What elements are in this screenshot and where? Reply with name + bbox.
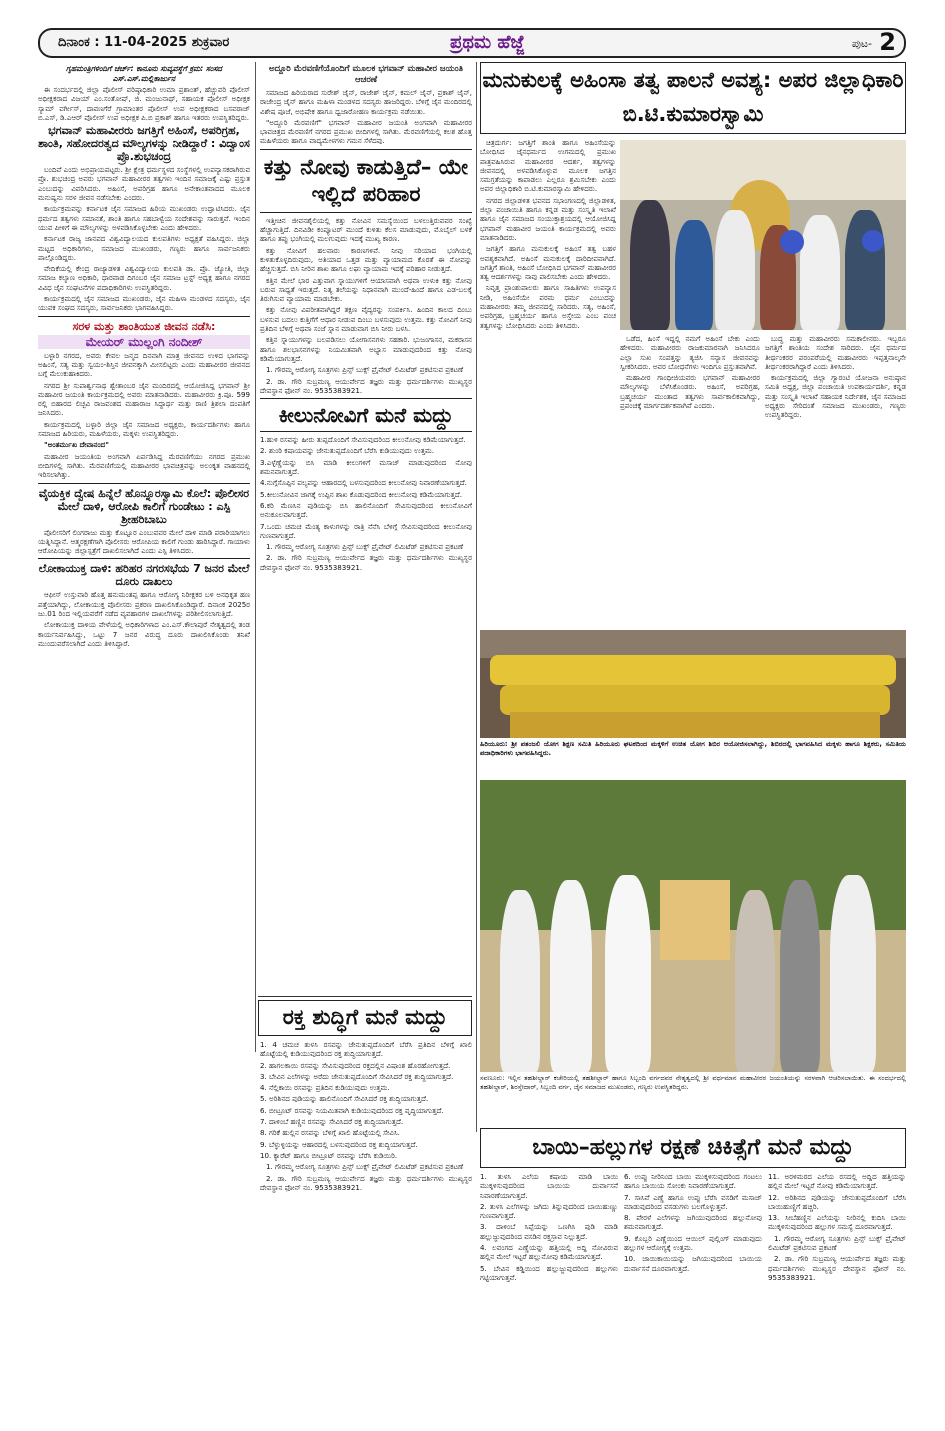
left-column — [38, 62, 250, 1417]
list-item: 3. ಬೇವಿನ ಎಲೆಗಳನ್ನು ಅರೆದು ಜೇನುತುಪ್ಪದೊಂದಿಗೆ ಸೇವಿಸಿದರೆ ರಕ್ತ ಶುದ್ಧಿಯಾಗುತ್ತದೆ. — [260, 1071, 454, 1081]
list-item: 2. ಹಾಗಲಕಾಯಿ ರಸವನ್ನು ಸೇವಿಸುವುದರಿಂದ ರಕ್ತದಲ್ಲಿನ ವಿಷಾಂಶ ಹೊರಹೋಗುತ್ತದೆ. — [260, 1060, 451, 1070]
article-paragraph: ಕತ್ತು ನೋವಿಗೆ ಹಲವಾರು ಕಾರಣಗಳಿವೆ. ನೀವು ಸರಿಯಾದ ಭಂಗಿಯಲ್ಲಿ ಕುಳಿತುಕೊಳ್ಳದಿರುವುದು, ಅತಿಯಾದ ಒತ್ತಡ ಮತ್ತು ವ್ಯಾಯಾಮದ ಕೊರತೆ ಈ ನೋವನ್ನು ಹೆಚ್ಚಿಸುತ್ತದೆ. ಬಿಸಿ ನೀರಿನ ಶಾಖ ಹಾಗೂ ಲಘು ವ್ಯಾಯಾಮ ಇದಕ್ಕೆ ಪರಿಹಾರ ನೀಡುತ್ತದೆ. — [260, 245, 472, 274]
credit-line: 2. ಡಾ. ಗೌರಿ ಸುಬ್ರಮಣ್ಯ ಆಯುರ್ವೇದ ತಜ್ಞರು ಮತ್ತು ಧರ್ಮದರ್ಶಿಗಳು ಮುಖ್ಯಸ್ಥರ ದೇವಸ್ಥಾನ ಫೋನ್ ನಂ. 9535383921. — [260, 1173, 472, 1192]
main-article-column — [480, 138, 616, 620]
article-heading: ಅದ್ದೂರಿ ಮೆರವಣಿಗೆಯೊಂದಿಗೆ ಮೂಲಕ ಭಗವಾನ್ ಮಹಾವೀರ ಜಯಂತಿ ಆಚರಣೆ — [268, 64, 464, 85]
list-item: 7.ಒಂದು ಚಮಚ ಮೆಂತ್ಯ ಕಾಳುಗಳನ್ನು ರಾತ್ರಿ ನೆನೆಸಿ ಬೆಳಿಗ್ಗೆ ಸೇವಿಸುವುದರಿಂದ ಕೀಲುನೋವು ಗುಣವಾಗುತ್ತದೆ. — [260, 521, 472, 540]
list-item: 1. ತುಳಸಿ ಎಲೆಯ ಕಷಾಯ ಮಾಡಿ ಬಾಯಿ ಮುಕ್ಕಳಿಸುವುದರಿಂದ ಬಾಯಿಯ ದುರ್ವಾಸನೆ ನಿವಾರಣೆಯಾಗುತ್ತದೆ. — [480, 1172, 618, 1200]
article-paragraph: ಈ ಸಂದರ್ಭದಲ್ಲಿ ಜಿಲ್ಲಾ ಪೊಲೀಸ್ ವರಿಷ್ಠಾಧಿಕಾರಿ ಉಮಾ ಪ್ರಶಾಂತ್, ಹೆಚ್ಚುವರಿ ಪೊಲೀಸ್ ಅಧೀಕ್ಷಕರಾದ ವಿಜಯ್ ಎಂ.ಸಂತೋಷ್, ಜಿ. ಮಂಜುನಾಥ್, ಸಹಾಯಕ ಪೊಲೀಸ್ ಅಧೀಕ್ಷಕ ಸ್ಯಾಮ್ ವರ್ಗೀಸ್, ದಾವಣಗೆರೆ ಗ್ರಾಮಾಂತರ ಪೊಲೀಸ್ ಉಪ ಅಧೀಕ್ಷಕರಾದ ಬಸವರಾಜ್ ಬಿ.ಎಸ್, ಡಿ.ಎಆರ್ ಪೊಲೀಸ್ ಉಪ ಅಧೀಕ್ಷಕ ಪಿ.ಬಿ ಪ್ರಕಾಶ್ ಹಾಗೂ ಇತರರು ಉಪಸ್ಥಿತರಿದ್ದರು. — [38, 85, 250, 122]
article-paragraph: ಒಡೆದ, ಹಿಂಸೆ ಇದ್ದಲ್ಲಿ ನಮಗೆ ಅಹಿಂಸೆ ಬೇಕು ಎಂದು ಹೇಳಿದರು. ಮಹಾವೀರರು ರಾಜಕುಮಾರನಾಗಿ ಜನಿಸಿದರೂ ಎಲ್ಲಾ ಸುಖ ಸಂಪತ್ತನ್ನು ತ್ಯಜಿಸಿ ಸನ್ಯಾಸ ಜೀವನವನ್ನು ಸ್ವೀಕರಿಸಿದರು. ಅವರ ಬೋಧನೆಗಳು ಇಂದಿಗೂ ಪ್ರಸ್ತುತವಾಗಿವೆ. — [620, 334, 760, 371]
photo-caption: ಹಿರಿಯೂರು: ಶ್ರೀ ಪತಂಜಲಿ ಯೋಗ ಶಿಕ್ಷಣ ಸಮಿತಿ ಹಿರಿಯೂರು ಘಟಕದಿಂದ ಮಕ್ಕಳಿಗೆ ಉಚಿತ ಯೋಗ ಶಿಬಿರ ಆಯೋಜಿಸಲಾಗಿದ್ದು, ಶಿಬಿರದಲ್ಲಿ ಭಾಗವಹಿಸಿದ ಮಕ್ಕಳು ಹಾಗೂ ಶಿಕ್ಷಕರು, ಸಮಿತಿಯ ಪದಾಧಿಕಾರಿಗಳು ಭಾಗವಹಿಸಿದ್ದರು. — [480, 740, 906, 757]
list-item: 1. 4 ಚಮಚ ತುಳಸಿ ರಸವನ್ನು ಜೇನುತುಪ್ಪದೊಂದಿಗೆ ಬೆರೆಸಿ ಪ್ರತಿದಿನ ಬೆಳಿಗ್ಗೆ ಖಾಲಿ ಹೊಟ್ಟೆಯಲ್ಲಿ ಕುಡಿಯುವುದರಿಂದ ರಕ್ತ ಶುದ್ಧಿಯಾಗುತ್ತದೆ. — [260, 1040, 472, 1059]
list-item: 10. ಜಾಯಿಕಾಯಿಯನ್ನು ಜಗಿಯುವುದರಿಂದ ಬಾಯಿಯ ದುರ್ವಾಸನೆ ದೂರವಾಗುತ್ತದೆ. — [624, 1254, 762, 1273]
list-item: 6.ಕರಿ ಮೆಣಸಿನ ಪುಡಿಯನ್ನು ಬಿಸಿ ಹಾಲಿನೊಂದಿಗೆ ಸೇವಿಸುವುದರಿಂದ ಕೀಲುನೋವಿಗೆ ಅನುಕೂಲವಾಗುತ್ತದೆ. — [260, 500, 472, 520]
main-article-column — [765, 334, 906, 624]
photo-caption: ಸವಣೂರು: ಇಲ್ಲಿನ ತಹಶೀಲ್ದಾರ್ ಕಚೇರಿಯಲ್ಲಿ ತಹಶೀಲ್ದಾರ್ ಹಾಗೂ ಸಿಬ್ಬಂದಿ ವರ್ಗದವರ ನೇತೃತ್ವದಲ್ಲಿ ಶ್ರೀ ವರ್ಧಮಾನ ಮಹಾವೀರರ ಜಯಂತಿಯನ್ನು ಸರಳವಾಗಿ ಆಚರಿಸಲಾಯಿತು. ಈ ಸಂದರ್ಭದಲ್ಲಿ ತಹಶೀಲ್ದಾರ್, ಶಿರಸ್ತೇದಾರ್, ಸಿಬ್ಬಂದಿ ವರ್ಗ, ಜೈನ ಸಮಾಜದ ಮುಖಂಡರು, ಗಣ್ಯರು ಉಪಸ್ಥಿತರಿದ್ದರು. — [480, 1074, 906, 1091]
newspaper-title: ಪ್ರಥಮ ಹೆಜ್ಜೆ — [450, 32, 525, 53]
article-paragraph: ನಗರದ ಶ್ರೀ ಸುಪಾರ್ಶ್ವನಾಥ ಶ್ವೇತಾಂಬರ ಜೈನ ಮಂದಿರದಲ್ಲಿ ಆಯೋಜಿಸಿದ್ದ ಭಗವಾನ್ ಶ್ರೀ ಮಹಾವೀರ ಜಯಂತಿ ಕಾರ್ಯಕ್ರಮದಲ್ಲಿ ಅವರು ಮಾತನಾಡಿದರು. ಮಹಾವೀರರು ಕ್ರಿ.ಪೂ. 599 ರಲ್ಲಿ ಬಿಹಾರದ ಲಿಚ್ಛವಿ ರಾಜವಂಶದ ಮಹಾರಾಜ ಸಿದ್ಧಾರ್ಥ ಮತ್ತು ರಾಣಿ ತ್ರಿಶಲಾ ದಂಪತಿಗೆ ಜನಿಸಿದರು. — [38, 380, 250, 418]
list-item: 4.ನುಗ್ಗೆಸೊಪ್ಪಿನ ಪಲ್ಯವನ್ನು ಆಹಾರದಲ್ಲಿ ಬಳಸುವುದರಿಂದ ಕೀಲುನೋವು ನಿವಾರಣೆಯಾಗುತ್ತದೆ. — [260, 478, 467, 488]
issue-date: ದಿನಾಂಕ : 11-04-2025 ಶುಕ್ರವಾರ — [58, 35, 230, 50]
list-item: 5. ಅರಿಶಿನದ ಪುಡಿಯನ್ನು ಹಾಲಿನೊಂದಿಗೆ ಸೇವಿಸಿದರೆ ರಕ್ತ ಶುದ್ಧಿಯಾಗುತ್ತದೆ. — [260, 1094, 429, 1104]
article-paragraph: ಲೋಕಾಯುಕ್ತ ದಾಳಿಯ ವೇಳೆಯಲ್ಲಿ ಅಧಿಕಾರಿಗಳಾದ ಎಂ.ಎಸ್.ಕೌಲಾಪುರೆ ನೇತೃತ್ವದಲ್ಲಿ ತಂಡ ಕಾರ್ಯನಿರ್ವಹಿಸಿದ್ದು, ಒಟ್ಟು 7 ಜನರ ವಿರುದ್ಧ ದೂರು ದಾಖಲಿಸಿಕೊಂಡು ತನಿಖೆ ಮುಂದುವರೆಸಲಾಗಿದೆ ಎಂದು ತಿಳಿಸಿದ್ದಾರೆ. — [38, 620, 250, 648]
tahsildar-office-photo — [480, 780, 906, 1072]
list-item: 5.ಕೀಲುನೋವಿನ ಜಾಗಕ್ಕೆ ಉಪ್ಪಿನ ಶಾಖ ಕೊಡುವುದರಿಂದ ಕೀಲುನೋವು ಕಡಿಮೆಯಾಗುತ್ತದೆ. — [260, 489, 463, 499]
remedy-list — [260, 435, 472, 540]
pull-quote: "ಅಂತರ್ಮುಖ ದೇವಾನಂದ" — [44, 440, 109, 450]
article-paragraph: ಕಾರ್ಯಕ್ರಮದಲ್ಲಿ ಜೈನ ಸಮಾಜದ ಮುಖಂಡರು, ಜೈನ ಮಹಿಳಾ ಮಂಡಳದ ಸದಸ್ಯರು, ಜೈನ ಯುವಕ ಸಂಘದ ಸದಸ್ಯರು, ಸಾರ್ವಜನಿಕರು ಭಾಗವಹಿಸಿದ್ದರು. — [38, 294, 250, 313]
list-item: 3. ದಾಳಿಂಬೆ ಸಿಪ್ಪೆಯನ್ನು ಒಣಗಿಸಿ ಪುಡಿ ಮಾಡಿ ಹಲ್ಲುಜ್ಜುವುದರಿಂದ ವಸಡಿನ ರಕ್ತಸ್ರಾವ ನಿಲ್ಲುತ್ತದೆ. — [480, 1222, 618, 1241]
page-label: ಪುಟ- — [851, 37, 872, 50]
list-item: 6. ಉಪ್ಪು ನೀರಿನಿಂದ ಬಾಯಿ ಮುಕ್ಕಳಿಸುವುದರಿಂದ ಗಂಟಲು ಹಾಗೂ ಬಾಯಿಯ ಸೋಂಕು ನಿವಾರಣೆಯಾಗುತ್ತದೆ. — [624, 1172, 762, 1191]
credit-line: 1. ಗೌರಮ್ಮ ಆರೋಗ್ಯ ಸೂತ್ರಗಳು ಪ್ರಿನ್ಸ್ ಬುಕ್ಸ್ ಪ್ರೈವೇಟ್ ಲಿಮಿಟೆಡ್ ಪ್ರಕಟಿಸುವ ಪ್ರಕಟಣೆ — [266, 1162, 464, 1172]
remedy-column — [260, 1040, 472, 1415]
column-divider — [476, 62, 477, 1132]
article-paragraph: ಆಫೀಸ್ ಉಸ್ತುವಾರಿ ಹೊತ್ತ ಹನುಮಂತಪ್ಪ ಹಾಗೂ ಆರೋಗ್ಯ ನಿರೀಕ್ಷಕರ ಬಳಿ ಅನಧಿಕೃತ ಹಣ ಪತ್ತೆಯಾಗಿದ್ದು, ಲೋಕಾಯುಕ್ತ ಪೊಲೀಸರು ಪ್ರಕರಣ ದಾಖಲಿಸಿಕೊಂಡಿದ್ದಾರೆ. ದಿನಾಂಕ 2025ರ ಜು.01 ರಿಂದ ಇಲ್ಲಿಯವರೆಗೆ ನಡೆದ ವ್ಯವಹಾರಗಳ ದಾಖಲೆಗಳನ್ನು ಪರಿಶೀಲಿಸಲಾಗುತ್ತಿದೆ. — [38, 590, 250, 618]
article-paragraph: ಬಂದಿವೆ ಎಂದು ಅಭಿಪ್ರಾಯಪಟ್ಟರು. ಶ್ರೀ ಕ್ಷೇತ್ರ ಧರ್ಮಸ್ಥಳದ ಸಂಸ್ಥೆಗಳಲ್ಲಿ ಉಪನ್ಯಾಸಕರಾಗಿರುವ ಪ್ರೊ. ಶುಭಚಂದ್ರ ಅವರು ಭಗವಾನ್ ಮಹಾವೀರರ ತತ್ವಗಳು ಇಂದಿನ ಸಮಾಜಕ್ಕೆ ಎಷ್ಟು ಪ್ರಸ್ತುತ ಎಂಬುದನ್ನು ವಿವರಿಸಿದರು. ಅಹಿಂಸೆ, ಅಪರಿಗ್ರಹ ಹಾಗೂ ಅನೇಕಾಂತವಾದದ ಮೂಲಕ ಮನುಷ್ಯನು ಸರಳ ಜೀವನ ನಡೆಸಬೇಕು ಎಂದರು. — [38, 165, 250, 203]
remedy-list — [768, 1172, 906, 1232]
column-divider — [255, 62, 256, 1052]
article-heading: ಗೃಹಮಂತ್ರಿಗಳಿಂದಿಗೆ ಚರ್ಚ್: ಕಾನೂನು ಸುವ್ಯವಸ್ಥೆಗೆ ಕ್ರಮ: ಸಂಸದ ಎಸ್.ಎಸ್.ಮಲ್ಲಿಕಾರ್ಜುನ — [65, 64, 223, 83]
list-item: 2. ತುಳಸಿ ಎಲೆಗಳನ್ನು ಜಗಿದು ತಿನ್ನುವುದರಿಂದ ಬಾಯಿಹುಣ್ಣು ಗುಣವಾಗುತ್ತದೆ. — [480, 1201, 618, 1221]
remedy-list — [260, 1040, 472, 1160]
article-heading: ಕತ್ತು ನೋವು ಕಾಡುತ್ತಿದೆ– ಯೇ ಇಲ್ಲಿದೆ ಪರಿಹಾರ — [263, 154, 469, 206]
list-item: 3.ಎಳ್ಳೆಣ್ಣೆಯನ್ನು ಬಿಸಿ ಮಾಡಿ ಕೀಲುಗಳಿಗೆ ಮಸಾಜ್ ಮಾಡುವುದರಿಂದ ನೋವು ಶಮನವಾಗುತ್ತದೆ. — [260, 457, 472, 477]
article-paragraph: ನಿವೃತ್ತ ಪ್ರಾಂಶುಪಾಲರು ಹಾಗೂ ಸಾಹಿತಿಗಳು ಉಪನ್ಯಾಸ ನೀಡಿ, ಅಹಿಂಸೆಯೇ ಪರಮ ಧರ್ಮ ಎಂಬುದನ್ನು ಮಹಾವೀರರು ತಮ್ಮ ಜೀವನದಲ್ಲಿ ಸಾರಿದರು. ಸತ್ಯ, ಅಹಿಂಸೆ, ಅಪರಿಗ್ರಹ, ಬ್ರಹ್ಮಚರ್ಯ ಹಾಗೂ ಅಸ್ತೇಯ ಎಂಬ ಪಂಚ ತತ್ವಗಳನ್ನು ಬೋಧಿಸಿದರು ಎಂದು ತಿಳಿಸಿದರು. — [480, 283, 616, 330]
main-headline: ಮನುಕುಲಕ್ಕೆ ಅಹಿಂಸಾ ತತ್ವ ಪಾಲನೆ ಅವಶ್ಯ: ಅಪರ ಜಿಲ್ಲಾಧಿಕಾರಿ ಬಿ.ಟಿ.ಕುಮಾರಸ್ವಾಮಿ — [480, 62, 906, 134]
list-item: 9. ಬೆಳ್ಳುಳ್ಳಿಯನ್ನು ಆಹಾರದಲ್ಲಿ ಬಳಸುವುದರಿಂದ ರಕ್ತ ಶುದ್ಧಿಯಾಗುತ್ತದೆ. — [260, 1139, 418, 1149]
article-paragraph: ಕತ್ತಿನ ಸ್ನಾಯುಗಳನ್ನು ಬಲಪಡಿಸಲು ಯೋಗಾಸನಗಳು ಸಹಕಾರಿ. ಭುಜಂಗಾಸನ, ಮಕರಾಸನ ಹಾಗೂ ಶಲಭಾಸನಗಳನ್ನು ನಿಯಮಿತವಾಗಿ ಅಭ್ಯಾಸ ಮಾಡುವುದರಿಂದ ಕತ್ತು ನೋವು ಕಡಿಮೆಯಾಗುತ್ತದೆ. — [260, 335, 472, 363]
article-paragraph: ಬಳ್ಳಾರಿ ನಗರದ, ಅವರು ಕೇವಲ ಜನ್ಮದ ದಿನವಾಗಿ ಮಾತ್ರ ಜೀವನದ ಉಳಿದ ಭಾಗವನ್ನು ಅಹಿಂಸೆ, ಸತ್ಯ ಮತ್ತು ಸ್ವಯಂ-ಶಿಸ್ತಿನ ಜೀವನಕ್ಕಾಗಿ ಮೀಸಲಿಟ್ಟರು ಎಂದು ಮಹಾವೀರರ ಜೀವನದ ಬಗ್ಗೆ ಮೆಲುಕುಹಾಕಿದರು. — [38, 350, 250, 379]
remedy-column — [624, 1172, 762, 1417]
article-paragraph: ಸಮಾಜದ ಹಿರಿಯರಾದ ಸುರೇಶ್ ಜೈನ್, ರಾಜೇಶ್ ಜೈನ್, ಕಮಲ್ ಜೈನ್, ಪ್ರಕಾಶ್ ಜೈನ್, ರಾಜೇಂದ್ರ ಜೈನ್ ಹಾಗೂ ಮಹಿಳಾ ಮಂಡಳದ ಸದಸ್ಯರು ಹಾಜರಿದ್ದರು. ಬೆಳಿಗ್ಗೆ ಜೈನ ಮಂದಿರದಲ್ಲಿ ವಿಶೇಷ ಪೂಜೆ, ಅಭಿಷೇಕ ಹಾಗೂ ಧ್ವಜಾರೋಹಣ ಕಾರ್ಯಕ್ರಮ ನಡೆಯಿತು. — [260, 88, 472, 116]
article-paragraph: ಮಹಾವೀರ ಜಯಂತಿಯ ಅಂಗವಾಗಿ ಏರ್ಪಡಿಸಿದ್ದ ಮೆರವಣಿಗೆಯು ನಗರದ ಪ್ರಮುಖ ಬೀದಿಗಳಲ್ಲಿ ಸಾಗಿತು. ಮೆರವಣಿಗೆಯಲ್ಲಿ ಮಹಾವೀರರ ಭಾವಚಿತ್ರವನ್ನು ಅಲಂಕೃತ ವಾಹನದಲ್ಲಿ ಇರಿಸಲಾಗಿತ್ತು. — [38, 451, 250, 480]
credit-line: 2. ಡಾ. ಗೌರಿ ಸುಬ್ರಮಣ್ಯ ಆಯುರ್ವೇದ ತಜ್ಞರು ಮತ್ತು ಧರ್ಮದರ್ಶಿಗಳು ಮುಖ್ಯಸ್ಥರ ದೇವಸ್ಥಾನ ಫೋನ್ ನಂ. 9535383921. — [260, 376, 472, 395]
list-item: 1.ಹುಳಿ ರಸವನ್ನು ಹೀರು ತುಪ್ಪದೊಂದಿಗೆ ಸೇವಿಸುವುದರಿಂದ ಕೀಲುನೋವು ಕಡಿಮೆಯಾಗುತ್ತದೆ. — [260, 435, 466, 445]
article-heading: ಸರಳ ಮತ್ತು ಶಾಂತಿಯುತ ಜೀವನ ನಡೆಸಿ: — [72, 319, 216, 333]
list-item: 12. ಅರಿಶಿನದ ಪುಡಿಯನ್ನು ಜೇನುತುಪ್ಪದೊಂದಿಗೆ ಬೆರೆಸಿ ಬಾಯಿಹುಣ್ಣಿಗೆ ಹಚ್ಚಿರಿ. — [768, 1192, 906, 1211]
article-paragraph: ಜಗತ್ತಿಗೆ ಹಾಗೂ ಮನುಕುಲಕ್ಕೆ ಅಹಿಂಸೆ ತತ್ವ ಬಹಳ ಅವಶ್ಯಕವಾಗಿದೆ. ಅಹಿಂಸೆ ಮನುಕುಲಕ್ಕೆ ದಾರಿದೀಪವಾಗಿದೆ. ಜಗತ್ತಿಗೆ ಶಾಂತಿ, ಅಹಿಂಸೆ ಬೋಧಿಸಿದ ಭಗವಾನ್ ಮಹಾವೀರರ ತತ್ವ ಆದರ್ಶಗಳನ್ನು ನಾವು ಪಾಲಿಸಬೇಕು ಎಂದು ಹೇಳಿದರು. — [480, 244, 616, 282]
article-heading: ರಕ್ತ ಶುದ್ಧಿಗೆ ಮನೆ ಮದ್ದು — [258, 1000, 472, 1036]
list-item: 10. ಕ್ಯಾರೆಟ್ ಹಾಗೂ ಬೀಟ್ರೂಟ್ ರಸವನ್ನು ಬೆರೆಸಿ ಕುಡಿಯಿರಿ. — [260, 1150, 398, 1160]
article-heading: ಲೋಕಾಯುಕ್ತ ದಾಳಿ: ಹರಿಹರ ನಗರಸಭೆಯ 7 ಜನರ ಮೇಲೆ ದೂರು ದಾಖಲು — [38, 562, 250, 589]
article-heading: ಕೀಲುನೋವಿಗೆ ಮನೆ ಮದ್ದು — [278, 403, 454, 428]
remedy-column — [768, 1172, 906, 1417]
list-item: 7. ಸಾಸಿವೆ ಎಣ್ಣೆ ಹಾಗೂ ಉಪ್ಪು ಬೆರೆಸಿ ವಸಡಿಗೆ ಮಸಾಜ್ ಮಾಡುವುದರಿಂದ ವಸಡುಗಳು ಬಲಗೊಳ್ಳುತ್ತವೆ. — [624, 1192, 762, 1211]
article-paragraph: "ಅದ್ದೂರಿ ಮೆರವಣಿಗೆ" ಭಗವಾನ್ ಮಹಾವೀರ ಜಯಂತಿ ಅಂಗವಾಗಿ ಮಹಾವೀರರ ಭಾವಚಿತ್ರದ ಮೆರವಣಿಗೆ ನಗರದ ಪ್ರಮುಖ ಬೀದಿಗಳಲ್ಲಿ ಸಾಗಿತು. ಮೆರವಣಿಗೆಯಲ್ಲಿ ಕಲಶ ಹೊತ್ತ ಮಹಿಳೆಯರು ಹಾಗೂ ವಾದ್ಯಮೇಳಗಳು ಗಮನ ಸೆಳೆದವು. — [260, 117, 472, 146]
article-paragraph: ಕತ್ತಿನ ಮೇಲೆ ಭಾರ ಎತ್ತುವಾಗ ಸ್ನಾಯುಗಳಿಗೆ ಆಯಾಸವಾಗಿ ಅಥವಾ ಉಳುಕಿ ಕತ್ತು ನೋವು ಬರುವ ಸಾಧ್ಯತೆ ಇರುತ್ತದೆ. ನಿತ್ಯ ತಲೆಯನ್ನು ನಿಧಾನವಾಗಿ ಮುಂದೆ-ಹಿಂದೆ ಹಾಗೂ ಎಡ-ಬಲಕ್ಕೆ ತಿರುಗಿಸುವ ವ್ಯಾಯಾಮ ಮಾಡಬೇಕು. — [260, 275, 472, 304]
page-header — [38, 28, 906, 58]
article-paragraph: ಬುದ್ಧ ಮತ್ತು ಮಹಾವೀರರು ಸಮಕಾಲೀನರು. ಇಬ್ಬರೂ ಜಗತ್ತಿಗೆ ಶಾಂತಿಯ ಸಂದೇಶ ಸಾರಿದರು. ಜೈನ ಧರ್ಮದ ತೀರ್ಥಂಕರರ ಪರಂಪರೆಯಲ್ಲಿ ಮಹಾವೀರರು ಇಪ್ಪತ್ತನಾಲ್ಕನೇ ತೀರ್ಥಂಕರರಾಗಿದ್ದಾರೆ ಎಂದು ತಿಳಿಸಿದರು. — [765, 334, 906, 371]
credit-line: 1. ಗೌರಮ್ಮ ಆರೋಗ್ಯ ಸೂತ್ರಗಳು ಪ್ರಿನ್ಸ್ ಬುಕ್ಸ್ ಪ್ರೈವೇಟ್ ಲಿಮಿಟೆಡ್ ಪ್ರಕಟಿಸುವ ಪ್ರಕಟಣೆ — [266, 542, 464, 552]
list-item: 7. ದಾಳಿಂಬೆ ಹಣ್ಣಿನ ರಸವನ್ನು ಸೇವಿಸಿದರೆ ರಕ್ತ ಶುದ್ಧಿಯಾಗುತ್ತದೆ. — [260, 1117, 404, 1127]
list-item: 9. ಕೊಬ್ಬರಿ ಎಣ್ಣೆಯಿಂದ ಆಯಿಲ್ ಪುಲ್ಲಿಂಗ್ ಮಾಡುವುದು ಹಲ್ಲುಗಳ ಆರೋಗ್ಯಕ್ಕೆ ಉತ್ತಮ. — [624, 1233, 762, 1253]
credit-line: 2. ಡಾ. ಗೌರಿ ಸುಬ್ರಮಣ್ಯ ಆಯುರ್ವೇದ ತಜ್ಞರು ಮತ್ತು ಧರ್ಮದರ್ಶಿಗಳು ಮುಖ್ಯಸ್ಥರ ದೇವಸ್ಥಾನ ಫೋನ್ ನಂ. 9535383921. — [260, 553, 472, 572]
article-paragraph: ಚಿತ್ರದುರ್ಗ: ಜಗತ್ತಿಗೆ ಶಾಂತಿ ಹಾಗೂ ಅಹಿಂಸೆಯನ್ನು ಬೋಧಿಸಿದ ಜೈನಧರ್ಮದ ಉಗಮದಲ್ಲಿ ಪ್ರಮುಖ ಪಾತ್ರವಹಿಸಿರುವ ಮಹಾವೀರರ ಆದರ್ಶ, ತತ್ವಗಳನ್ನು ಜೀವನದಲ್ಲಿ ಅಳವಡಿಸಿಕೊಳ್ಳುವ ಮೂಲಕ ಜಗತ್ತಿನ ಸಮಗ್ರತೆಯನ್ನು ಕಾಪಾಡಲು ಎಲ್ಲರೂ ಶ್ರಮಿಸಬೇಕು ಎಂದು ಅಪರ ಜಿಲ್ಲಾಧಿಕಾರಿ ಬಿ.ಟಿ.ಕುಮಾರಸ್ವಾಮಿ ಹೇಳಿದರು. — [480, 138, 616, 194]
article-heading: ಭಗವಾನ್ ಮಹಾವೀರರು ಜಗತ್ತಿಗೆ ಅಹಿಂಸೆ, ಅಪರಿಗ್ರಹ, ಶಾಂತಿ, ಸಹೋದರತ್ವದ ಮೌಲ್ಯಗಳನ್ನು ನೀಡಿದ್ದಾರೆ : ವಿದ್ವಾಂಸ ಪ್ರೊ.ಶುಭಚಂದ್ರ — [38, 124, 250, 164]
article-paragraph: ಮಹಾವೀರ ಗಾಂಧೀಜಿಯವರು ಭಗವಾನ್ ಮಹಾವೀರರ ಮೌಲ್ಯಗಳನ್ನು ಬೆಳೆಸಿಕೊಂಡರು. ಅಹಿಂಸೆ, ಅಪರಿಗ್ರಹ, ಬ್ರಹ್ಮಚರ್ಯ ಮುಂತಾದ ತತ್ವಗಳು ಸಾರ್ವಕಾಲಿಕವಾಗಿದ್ದು, ಪ್ರಪಂಚಕ್ಕೆ ಮಾರ್ಗದರ್ಶಕವಾಗಿವೆ ಎಂದರು. — [620, 373, 760, 411]
list-item: 2. ಶುಂಠಿ ಕಷಾಯವನ್ನು ಜೇನುತುಪ್ಪದೊಂದಿಗೆ ಬೆರೆಸಿ ಕುಡಿಯುವುದು ಉತ್ತಮ. — [260, 446, 435, 456]
article-paragraph: ಕಾರ್ಯಕ್ರಮವನ್ನು ಕರ್ನಾಟಕ ಜೈನ ಸಮಾಜದ ಹಿರಿಯ ಮುಖಂಡರು ಉದ್ಘಾಟಿಸಿದರು. ಜೈನ ಧರ್ಮದ ತತ್ವಗಳು ಸಮಾನತೆ, ಶಾಂತಿ ಹಾಗೂ ಸಹಬಾಳ್ವೆಯ ಸಂದೇಶವನ್ನು ಸಾರುತ್ತವೆ. ಇಂದಿನ ಯುವ ಪೀಳಿಗೆ ಈ ಮೌಲ್ಯಗಳನ್ನು ಅಳವಡಿಸಿಕೊಳ್ಳಬೇಕು ಎಂದು ಹೇಳಿದರು. — [38, 204, 250, 232]
list-item: 5. ಬೇವಿನ ಕಡ್ಡಿಯಿಂದ ಹಲ್ಲುಜ್ಜುವುದರಿಂದ ಹಲ್ಲುಗಳು ಗಟ್ಟಿಯಾಗುತ್ತವೆ. — [480, 1263, 618, 1282]
list-item: 11. ಅರಳಿಮರದ ಎಲೆಯ ರಸದಲ್ಲಿ ಅದ್ದಿದ ಹತ್ತಿಯನ್ನು ಹಲ್ಲಿನ ಮೇಲೆ ಇಟ್ಟರೆ ನೋವು ಕಡಿಮೆಯಾಗುತ್ತದೆ. — [768, 1172, 906, 1191]
article-paragraph: ಕಾರ್ಯಕ್ರಮದಲ್ಲಿ ಜಿಲ್ಲಾ ಗ್ಯಾರಂಟಿ ಯೋಜನಾ ಅನುಷ್ಠಾನ ಸಮಿತಿ ಅಧ್ಯಕ್ಷ, ಜಿಲ್ಲಾ ಪಂಚಾಯಿತಿ ಉಪಕಾರ್ಯದರ್ಶಿ, ಕನ್ನಡ ಮತ್ತು ಸಂಸ್ಕೃತಿ ಇಲಾಖೆ ಸಹಾಯಕ ನಿರ್ದೇಶಕ, ಜೈನ ಸಮಾಜದ ಅಧ್ಯಕ್ಷರು ಸೇರಿದಂತೆ ಸಮಾಜದ ಮುಖಂಡರು, ಗಣ್ಯರು ಉಪಸ್ಥಿತರಿದ್ದರು. — [765, 373, 906, 420]
article-paragraph: ಕಾರ್ಯಕ್ರಮದಲ್ಲಿ ಬಳ್ಳಾರಿ ಜಿಲ್ಲಾ ಜೈನ ಸಮಾಜದ ಅಧ್ಯಕ್ಷರು, ಕಾರ್ಯದರ್ಶಿಗಳು ಹಾಗೂ ಸಮಾಜದ ಹಿರಿಯರು, ಮಹಿಳೆಯರು, ಮಕ್ಕಳು ಉಪಸ್ಥಿತರಿದ್ದರು. — [38, 419, 250, 439]
article-paragraph: ಇತ್ತೀಚಿನ ಜೀವನಶೈಲಿಯಲ್ಲಿ ಕತ್ತು ನೋವಿನ ಸಮಸ್ಯೆಯಿಂದ ಬಳಲುತ್ತಿರುವವರ ಸಂಖ್ಯೆ ಹೆಚ್ಚಾಗುತ್ತಿದೆ. ದಿನವಿಡೀ ಕಂಪ್ಯೂಟರ್ ಮುಂದೆ ಕುಳಿತು ಕೆಲಸ ಮಾಡುವುದು, ಮೊಬೈಲ್ ಬಳಕೆ ಹಾಗೂ ತಪ್ಪು ಭಂಗಿಯಲ್ಲಿ ಮಲಗುವುದು ಇದಕ್ಕೆ ಮುಖ್ಯ ಕಾರಣ. — [260, 215, 472, 244]
event-photo — [620, 140, 906, 330]
article-paragraph: ಕರ್ನಾಟಕ ರಾಜ್ಯ ಜಾನಪದ ವಿಶ್ವವಿದ್ಯಾಲಯದ ಕುಲಪತಿಗಳು ಅಧ್ಯಕ್ಷತೆ ವಹಿಸಿದ್ದರು. ಜಿಲ್ಲಾ ಮಟ್ಟದ ಅಧಿಕಾರಿಗಳು, ಸಮಾಜದ ಮುಖಂಡರು, ಗಣ್ಯರು ಹಾಗೂ ಸಾರ್ವಜನಿಕರು ಪಾಲ್ಗೊಂಡಿದ್ದರು. — [38, 234, 250, 262]
list-item: 6. ಬೀಟ್ರೂಟ್ ರಸವನ್ನು ನಿಯಮಿತವಾಗಿ ಕುಡಿಯುವುದರಿಂದ ರಕ್ತ ವೃದ್ಧಿಯಾಗುತ್ತದೆ. — [260, 1105, 444, 1115]
yoga-camp-photo — [480, 630, 906, 738]
remedy-list — [624, 1172, 762, 1273]
main-article-column — [620, 334, 760, 624]
credit-line: 2. ಡಾ. ಗೌರಿ ಸುಬ್ರಮಣ್ಯ ಆಯುರ್ವೇದ ತಜ್ಞರು ಮತ್ತು ಧರ್ಮದರ್ಶಿಗಳು ಮುಖ್ಯಸ್ಥರ ದೇವಸ್ಥಾನ ಫೋನ್ ನಂ. 9535383921. — [768, 1254, 906, 1282]
credit-line: 1. ಗೌರಮ್ಮ ಆರೋಗ್ಯ ಸೂತ್ರಗಳು ಪ್ರಿನ್ಸ್ ಬುಕ್ಸ್ ಪ್ರೈವೇಟ್ ಲಿಮಿಟೆಡ್ ಪ್ರಕಟಿಸುವ ಪ್ರಕಟಣೆ — [768, 1233, 906, 1253]
remedy-list — [480, 1172, 618, 1282]
list-item: 8. ಪೇರಳೆ ಎಲೆಗಳನ್ನು ಜಗಿಯುವುದರಿಂದ ಹಲ್ಲುನೋವು ಶಮನವಾಗುತ್ತದೆ. — [624, 1213, 762, 1232]
list-item: 4. ನೆಲ್ಲಿಕಾಯಿ ರಸವನ್ನು ಪ್ರತಿದಿನ ಕುಡಿಯುವುದು ಉತ್ತಮ. — [260, 1083, 390, 1093]
list-item: 13. ಸೀಬೆಹಣ್ಣಿನ ಎಲೆಯನ್ನು ನೀರಿನಲ್ಲಿ ಕುದಿಸಿ ಬಾಯಿ ಮುಕ್ಕಳಿಸುವುದರಿಂದ ಹಲ್ಲುಗಳ ಸಮಸ್ಯೆ ದೂರವಾಗುತ್ತದೆ. — [768, 1213, 906, 1232]
article-heading: ವೈಯಕ್ತಿಕ ದ್ವೇಷ ಹಿನ್ನೆಲೆ ಹೊನ್ನೂರಸ್ವಾಮಿ ಕೊಲೆ: ಪೊಲೀಸರ ಮೇಲೆ ದಾಳಿ, ಆರೋಪಿ ಕಾಲಿಗೆ ಗುಂಡೇಟು : ಎಸ್ಪಿ ಶ್ರೀಹರಿಬಾಬು — [38, 486, 250, 526]
page-number: 2 — [879, 28, 896, 56]
list-item: 4. ಲವಂಗದ ಎಣ್ಣೆಯನ್ನು ಹತ್ತಿಯಲ್ಲಿ ಅದ್ದಿ ನೋವಿರುವ ಹಲ್ಲಿನ ಮೇಲೆ ಇಟ್ಟರೆ ಹಲ್ಲುನೋವು ಕಡಿಮೆಯಾಗುತ್ತದೆ. — [480, 1243, 618, 1262]
article-paragraph: ಪೊಲೀಸರಿಗೆ ಲಿಂಗರಾಜು ಮತ್ತು ಕೊಟ್ಟೂರ ಎಂಬುವವರ ಮೇಲೆ ದಾಳಿ ಮಾಡಿ ಪರಾರಿಯಾಗಲು ಯತ್ನಿಸಿದ್ದಾನೆ. ಆತ್ಮರಕ್ಷಣೆಗಾಗಿ ಪೊಲೀಸರು ಆರೋಪಿಯ ಕಾಲಿಗೆ ಗುಂಡು ಹಾರಿಸಿದ್ದಾರೆ. ಗಾಯಾಳು ಆರೋಪಿಯನ್ನು ಜಿಲ್ಲಾಸ್ಪತ್ರೆಗೆ ದಾಖಲಿಸಲಾಗಿದೆ ಎಂದು ಎಸ್ಪಿ ತಿಳಿಸಿದರು. — [38, 527, 250, 556]
middle-column — [260, 62, 472, 992]
article-heading: ಬಾಯಿ–ಹಲ್ಲುಗಳ ರಕ್ಷಣೆ ಚಿಕಿತ್ಸೆಗೆ ಮನೆ ಮದ್ದು — [480, 1128, 906, 1168]
credit-line: 1. ಗೌರಮ್ಮ ಆರೋಗ್ಯ ಸೂತ್ರಗಳು ಪ್ರಿನ್ಸ್ ಬುಕ್ಸ್ ಪ್ರೈವೇಟ್ ಲಿಮಿಟೆಡ್ ಪ್ರಕಟಿಸುವ ಪ್ರಕಟಣೆ — [266, 365, 464, 375]
article-paragraph: ವೇದಿಕೆಯಲ್ಲಿ ಕೇಂದ್ರ ರಾಜ್ಯಾಡಳಿತ ವಿಶ್ವವಿದ್ಯಾಲಯ ಕುಲಪತಿ ಡಾ. ಪ್ರೊ. ಜ್ಯೋತಿ, ಜಿಲ್ಲಾ ಸಮಾಜ ಕಲ್ಯಾಣ ಅಧಿಕಾರಿ, ಧಾರವಾಡ ದಿಗಂಬರ ಜೈನ ಸಮಾಜ ಟ್ರಸ್ಟ್ ಅಧ್ಯಕ್ಷ ಹಾಗೂ ನಗರದ ವಿವಿಧ ಜೈನ ಸಂಘಟನೆಗಳ ಪದಾಧಿಕಾರಿಗಳು ಉಪಸ್ಥಿತರಿದ್ದರು. — [38, 264, 250, 292]
article-paragraph: ನಗರದ ಜಿಲ್ಲಾಡಳಿತ ಭವನದ ಸಭಾಂಗಣದಲ್ಲಿ ಜಿಲ್ಲಾಡಳಿತ, ಜಿಲ್ಲಾ ಪಂಚಾಯಿತಿ ಹಾಗೂ ಕನ್ನಡ ಮತ್ತು ಸಂಸ್ಕೃತಿ ಇಲಾಖೆ ಹಾಗೂ ಜೈನ ಸಮಾಜದ ಸಂಯುಕ್ತಾಶ್ರಯದಲ್ಲಿ ಆಯೋಜಿಸಿದ್ದ ಭಗವಾನ್ ಮಹಾವೀರ ಜಯಂತಿ ಕಾರ್ಯಕ್ರಮದಲ್ಲಿ ಅವರು ಮಾತನಾಡಿದರು. — [480, 195, 616, 242]
remedy-column — [480, 1172, 618, 1417]
list-item: 8. ಗರಿಕೆ ಹುಲ್ಲಿನ ರಸವನ್ನು ಬೆಳಿಗ್ಗೆ ಖಾಲಿ ಹೊಟ್ಟೆಯಲ್ಲಿ ಸೇವಿಸಿ. — [260, 1128, 400, 1138]
article-paragraph: ಕತ್ತು ನೋವು ವಿಪರೀತವಾಗಿದ್ದರೆ ತಕ್ಷಣ ವೈದ್ಯರನ್ನು ಸಂಪರ್ಕಿಸಿ. ಹಿಂದಿನ ಕಾಲದ ದಿಂಬು ಬಳಸುವ ಬದಲು ಕುತ್ತಿಗೆಗೆ ಆಧಾರ ನೀಡುವ ದಿಂಬು ಬಳಸುವುದು ಉತ್ತಮ. ಕತ್ತು ನೋವಿಗೆ ನೀವು ಪ್ರತಿದಿನ ಬೆಳಿಗ್ಗೆ ಅಥವಾ ಸಂಜೆ ಸ್ನಾನ ಮಾಡುವಾಗ ಬಿಸಿ ನೀರು ಬಳಸಿ. — [260, 305, 472, 334]
article-subheading: ಮೇಯರ್ ಮುಲ್ಲಂಗಿ ನಂದೀಶ್ — [38, 335, 250, 349]
